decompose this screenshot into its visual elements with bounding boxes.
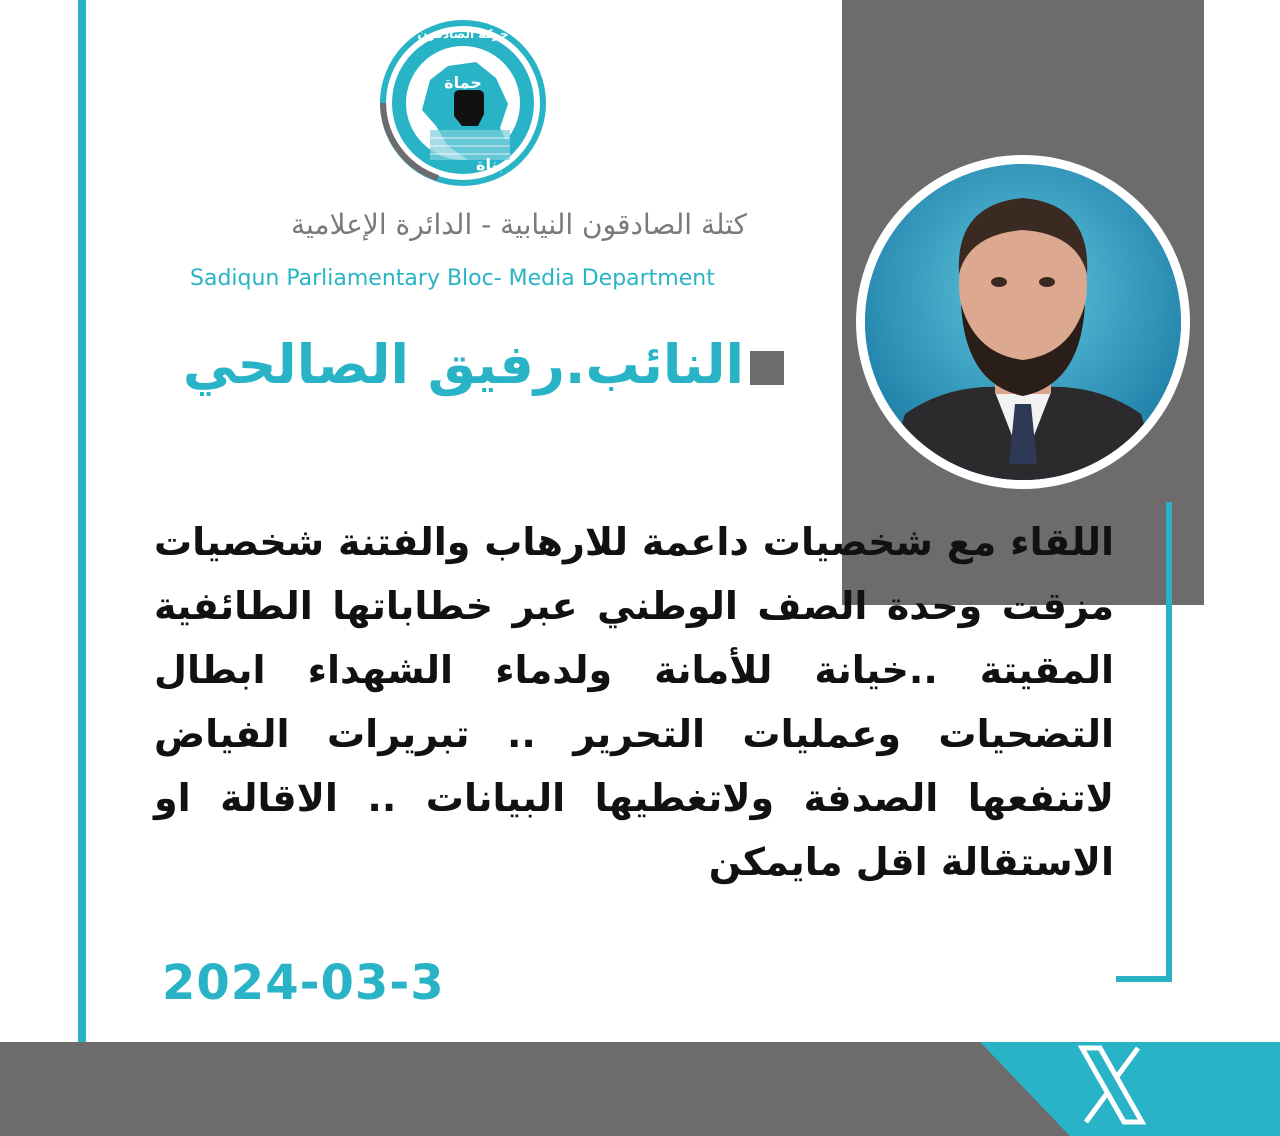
frame-line-vertical xyxy=(1166,502,1172,982)
x-logo-icon[interactable] xyxy=(1078,1044,1146,1126)
org-name-english: Sadiqun Parliamentary Bloc- Media Department xyxy=(190,266,715,291)
member-portrait xyxy=(865,164,1181,480)
name-bullet-square xyxy=(750,351,784,385)
logo-top-text: حركة الصادقون xyxy=(417,27,509,41)
date-label: 2024-03-3 xyxy=(162,955,445,1011)
frame-line-horizontal xyxy=(1116,976,1172,982)
left-accent-bar xyxy=(78,0,86,1042)
org-name-arabic: كتلة الصادقون النيابية - الدائرة الإعلامية xyxy=(291,208,747,241)
member-name: النائب.رفيق الصالحي xyxy=(182,333,744,396)
logo-side-text: حماة xyxy=(444,73,482,92)
logo-bottom-text: بناة xyxy=(476,155,504,174)
sadiqun-logo xyxy=(378,18,548,188)
statement-text: اللقاء مع شخصيات داعمة للارهاب والفتنة شخصيات مزقت وحدة الصف الوطني عبر خطاباتها الطائفية المقيتة ..خيانة للأمانة ولدماء الشهداء ابطال التضحيات وعمليات التحرير .. تبريرات الفياض لاتنفعها الصدفة ولاتغطيها البيانات .. الاقالة او الاستقالة اقل مايمكن xyxy=(154,520,1114,884)
